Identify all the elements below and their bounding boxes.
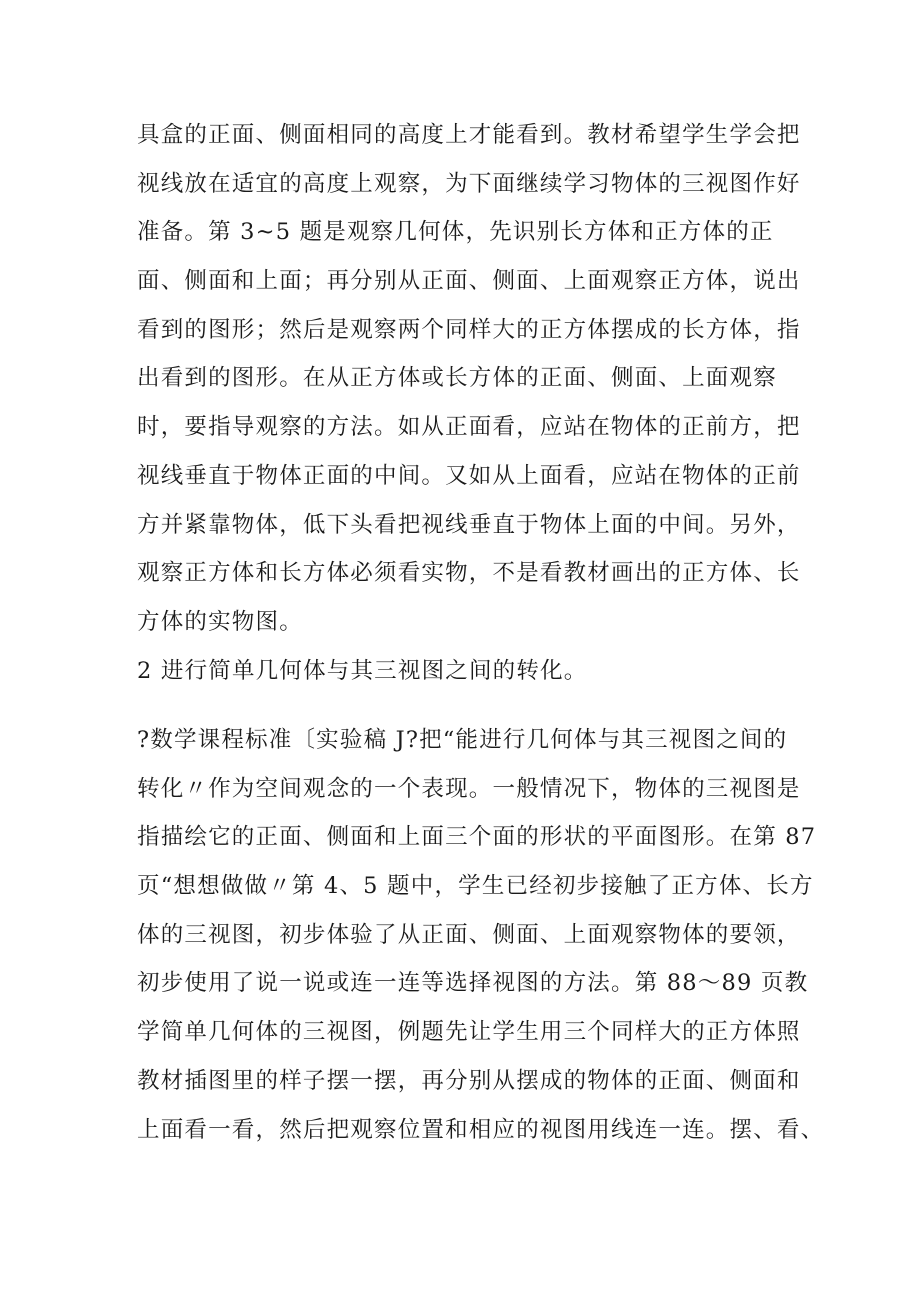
text-line: 视线垂直于物体正面的中间。又如从上面看，应站在物体的正前 <box>137 462 801 489</box>
text-line: 学简单几何体的三视图，例题先让学生用三个同样大的正方体照 <box>137 1019 801 1046</box>
text-line: 方体的实物图。 <box>137 608 303 635</box>
text-line: 转化〃作为空间观念的一个表现。一般情况下，物体的三视图是 <box>137 775 801 802</box>
section-heading <box>137 647 797 696</box>
text-line: 准备。第 3~5 题是观察几何体，先识别长方体和正方体的正 <box>137 219 774 246</box>
text-line: 面、侧面和上面；再分别从正面、侧面、上面观察正方体，说出 <box>137 268 801 295</box>
text-line: 上面看一看，然后把观察位置和相应的视图用线连一连。摆、看、 <box>137 1116 825 1143</box>
text-line: 初步使用了说一说或连一连等选择视图的方法。第 88～89 页教 <box>137 970 809 997</box>
text-line: 2 进行简单几何体与其三视图之间的转化。 <box>137 658 588 684</box>
text-line: 体的三视图，初步体验了从正面、侧面、上面观察物体的要领， <box>137 921 801 948</box>
text-line: 方并紧靠物体，低下头看把视线垂直于物体上面的中间。另外， <box>137 511 801 538</box>
text-line: 具盒的正面、侧面相同的高度上才能看到。教材希望学生学会把 <box>137 122 801 148</box>
paragraph-observation-method <box>137 111 801 647</box>
text-line: ?数学课程标准〔实验稿 J?把“能进行几何体与其三视图之间的 <box>137 727 788 753</box>
text-line: 时，要指导观察的方法。如从正面看，应站在物体的正前方，把 <box>137 414 801 441</box>
text-line: 看到的图形；然后是观察两个同样大的正方体摆成的长方体，指 <box>137 316 801 343</box>
text-line: 教材插图里的样子摆一摆，再分别从摆成的物体的正面、侧面和 <box>137 1067 801 1094</box>
text-line: 出看到的图形。在从正方体或长方体的正面、侧面、上面观察 <box>137 365 777 392</box>
paragraph-three-views <box>137 716 825 1154</box>
text-line: 指描绘它的正面、侧面和上面三个面的形状的平面图形。在第 87 <box>137 824 817 851</box>
text-line: 页“想想做做〃第 4、5 题中，学生已经初步接触了正方体、长方 <box>137 873 814 900</box>
text-line: 视线放在适宜的高度上观察，为下面继续学习物体的三视图作好 <box>137 170 801 197</box>
text-line: 观察正方体和长方体必须看实物，不是看教材画出的正方体、长 <box>137 560 801 587</box>
